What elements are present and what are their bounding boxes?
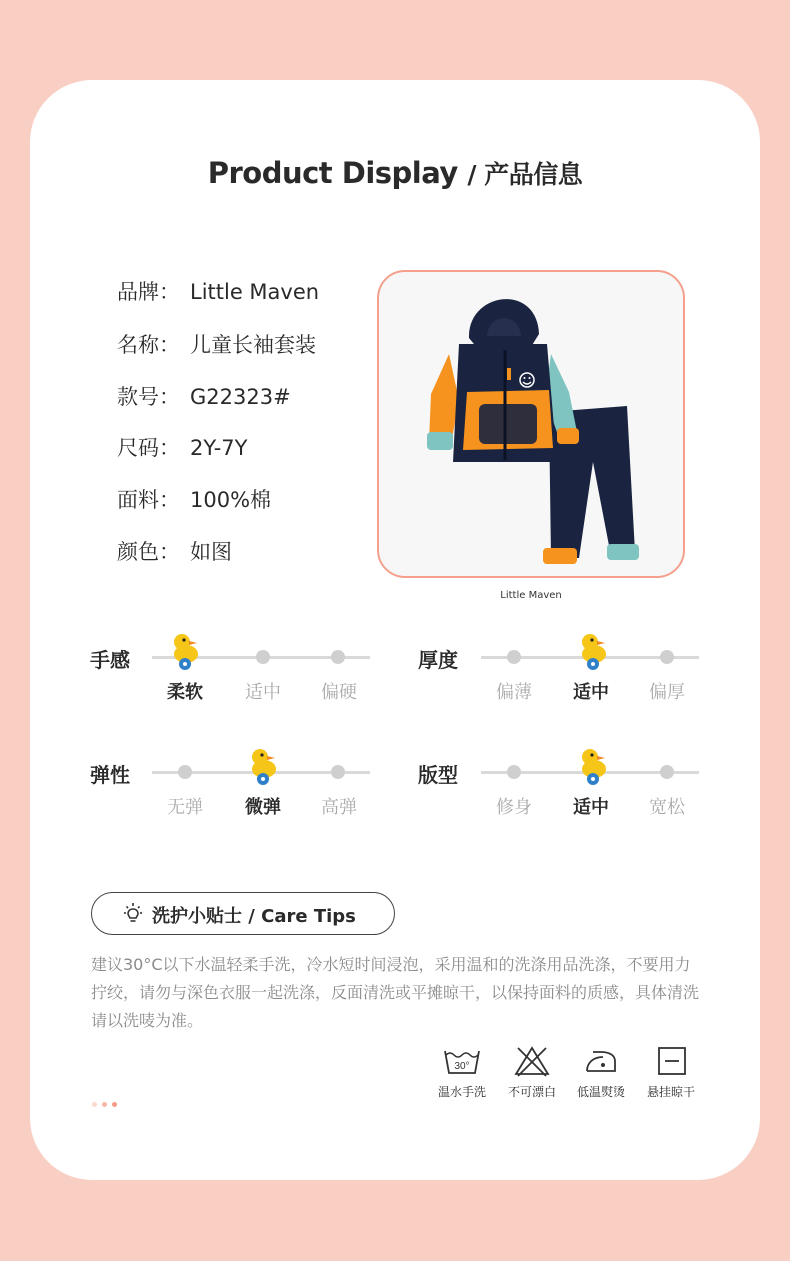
- rating-dot: [660, 650, 674, 664]
- tracksuit-image: [379, 272, 683, 576]
- spec-label: 颜色：: [117, 540, 180, 564]
- wash-label: 不可漂白: [507, 1085, 556, 1099]
- spec-name: [117, 329, 316, 359]
- rating-name-fit: 版型: [418, 763, 458, 787]
- care-tips-title: 洗护小贴士 / Care Tips: [152, 906, 356, 927]
- spec-label: 款号：: [117, 385, 180, 409]
- page-dot: [92, 1102, 97, 1107]
- lightbulb-icon: [122, 902, 144, 926]
- care-tips-text: 建议30°C以下水温轻柔手洗，冷水短时间浸泡，采用温和的洗涤用品洗涤，不要用力拧绞，请勿与深色衣服一起洗涤，反面清洗或平摊晾干，以保持面料的质感，具体清洗请以洗唛为准。: [91, 955, 700, 1030]
- title-cn: / 产品信息: [467, 160, 583, 189]
- spec-label: 品牌：: [117, 280, 180, 304]
- page-dot: [112, 1102, 117, 1107]
- product-photo: [377, 270, 685, 578]
- rating-option-selected: 适中: [573, 682, 609, 703]
- title-en: Product Display: [207, 156, 458, 190]
- rating-option: 偏薄: [496, 682, 532, 703]
- wash-label: 悬挂晾干: [646, 1085, 695, 1099]
- rating-dot: [507, 650, 521, 664]
- spec-value: 2Y-7Y: [190, 436, 248, 460]
- hand-wash-icon: [442, 1045, 482, 1077]
- hang-dry-icon: [651, 1045, 691, 1077]
- care-tips-pill: [91, 892, 395, 935]
- page-dots: [92, 1092, 122, 1111]
- spec-value: G22323#: [190, 385, 291, 409]
- rating-dot: [331, 650, 345, 664]
- rating-name-feel: 手感: [90, 648, 130, 672]
- wash-symbol-hand-wash: [427, 1045, 497, 1100]
- page-dot: [102, 1102, 107, 1107]
- no-bleach-icon: [512, 1045, 552, 1077]
- rating-name-elasticity: 弹性: [90, 763, 130, 787]
- wash-temp: 30°: [454, 1061, 470, 1072]
- spec-label: 面料：: [117, 488, 180, 512]
- rating-option: 偏硬: [321, 682, 357, 703]
- spec-brand: [117, 276, 319, 306]
- spec-label: 名称：: [117, 333, 180, 357]
- spec-fabric: [117, 484, 271, 514]
- rating-dot: [178, 765, 192, 779]
- spec-style-no: [117, 381, 291, 411]
- rating-option: 适中: [245, 682, 281, 703]
- wash-label: 温水手洗: [437, 1085, 486, 1099]
- duck-marker-icon: [576, 747, 610, 787]
- wash-symbol-low-iron: [566, 1045, 636, 1100]
- duck-marker-icon: [576, 632, 610, 672]
- spec-value: 儿童长袖套装: [190, 333, 316, 357]
- rating-dot: [256, 650, 270, 664]
- spec-value: Little Maven: [190, 280, 320, 304]
- page-title: [0, 155, 790, 191]
- rating-option-selected: 微弹: [245, 797, 281, 818]
- photo-caption: Little Maven: [500, 590, 562, 601]
- rating-option-selected: 适中: [573, 797, 609, 818]
- rating-option-selected: 柔软: [167, 682, 203, 703]
- spec-value: 如图: [190, 540, 232, 564]
- spec-value: 100%棉: [190, 488, 272, 512]
- wash-symbol-no-bleach: [497, 1045, 567, 1100]
- rating-dot: [331, 765, 345, 779]
- low-iron-icon: [581, 1045, 621, 1077]
- spec-color: [117, 536, 232, 566]
- duck-marker-icon: [246, 747, 280, 787]
- rating-option: 无弹: [167, 797, 203, 818]
- rating-dot: [507, 765, 521, 779]
- spec-label: 尺码：: [117, 436, 180, 460]
- rating-option: 修身: [496, 797, 532, 818]
- spec-size: [117, 432, 247, 462]
- rating-name-thickness: 厚度: [418, 648, 458, 672]
- rating-dot: [660, 765, 674, 779]
- rating-option: 高弹: [321, 797, 357, 818]
- rating-option: 偏厚: [649, 682, 685, 703]
- duck-marker-icon: [168, 632, 202, 672]
- rating-option: 宽松: [649, 797, 685, 818]
- wash-label: 低温熨烫: [576, 1085, 625, 1099]
- wash-symbol-hang-dry: [636, 1045, 706, 1100]
